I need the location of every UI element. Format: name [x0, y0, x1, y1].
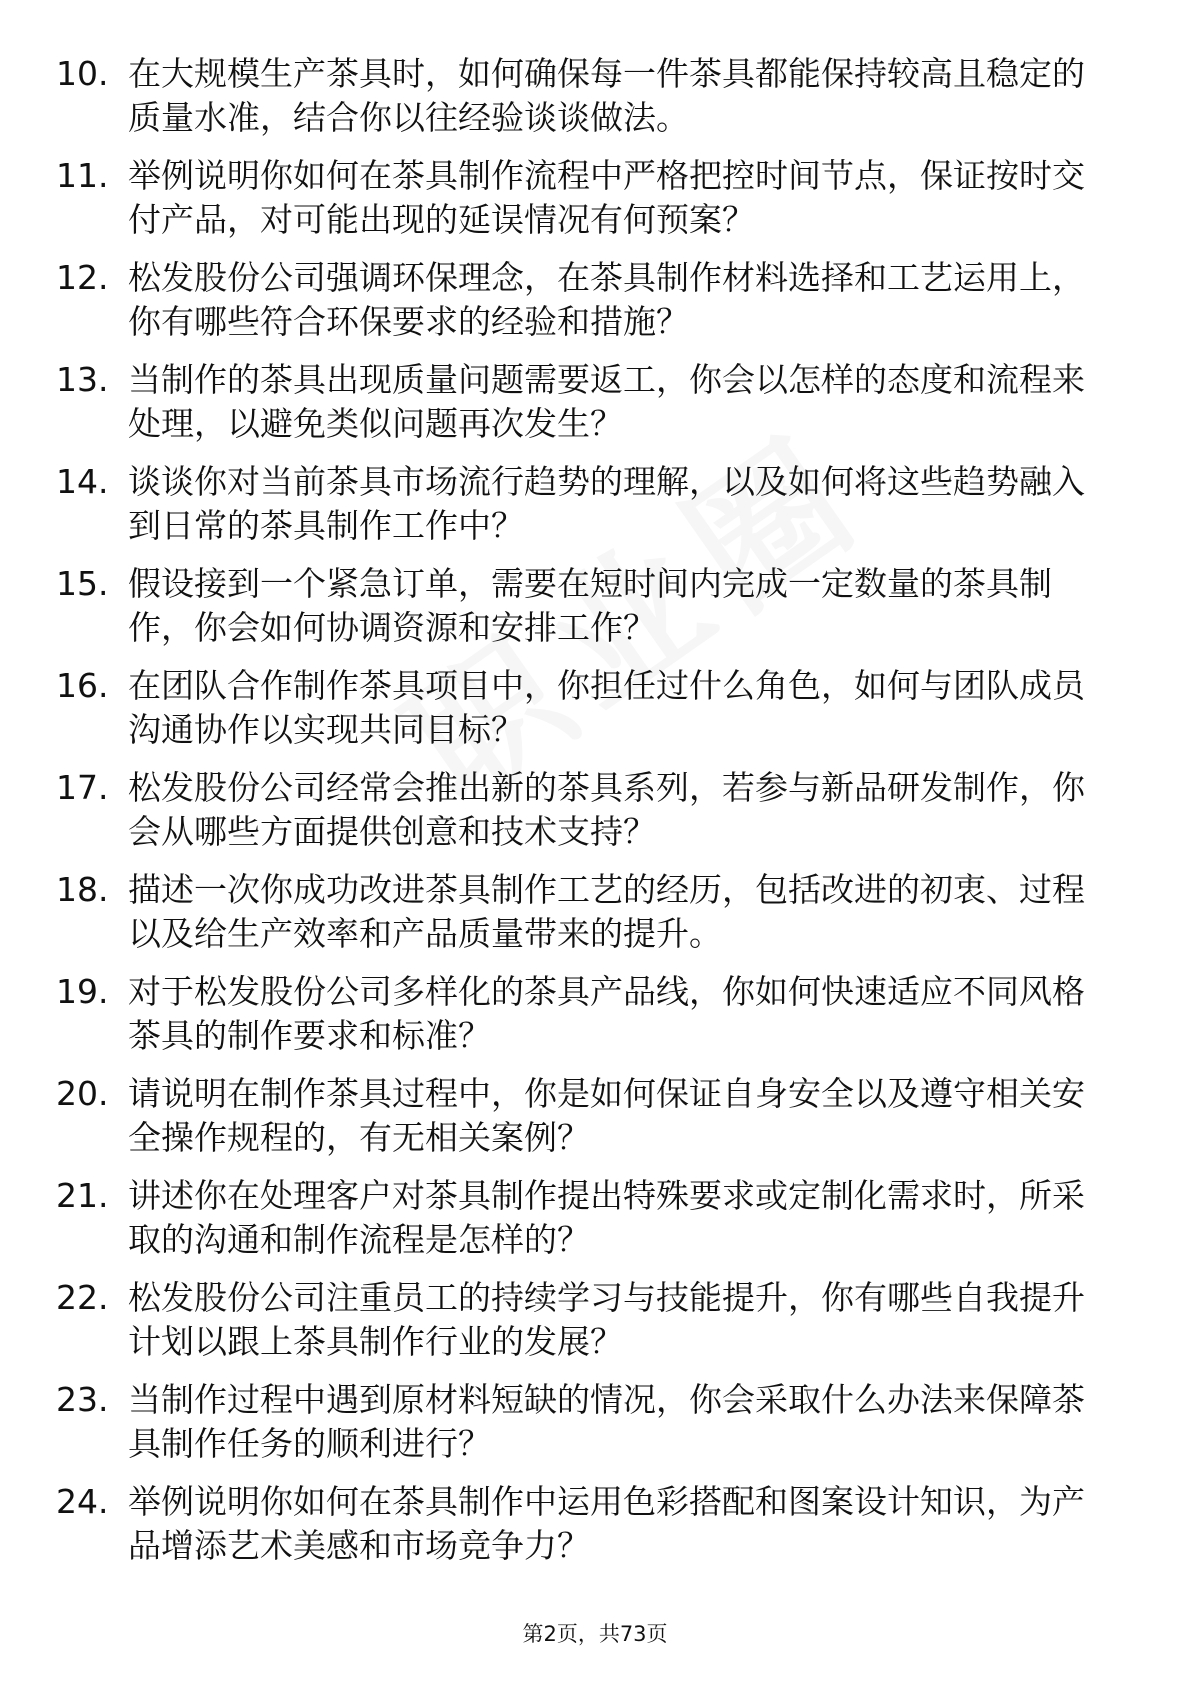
question-text: 松发股份公司强调环保理念，在茶具制作材料选择和工艺运用上，你有哪些符合环保要求的经验和措施？ — [128, 258, 1085, 341]
question-number: 14. — [56, 462, 109, 501]
question-item — [56, 52, 1116, 154]
question-item — [56, 562, 1116, 664]
question-list — [56, 52, 1116, 1582]
question-text: 在大规模生产茶具时，如何确保每一件茶具都能保持较高且稳定的质量水准，结合你以往经验谈谈做法。 — [128, 54, 1085, 137]
question-number: 16. — [56, 666, 109, 705]
question-item — [56, 1378, 1116, 1480]
question-text: 讲述你在处理客户对茶具制作提出特殊要求或定制化需求时，所采取的沟通和制作流程是怎样的？ — [128, 1176, 1085, 1259]
question-text: 描述一次你成功改进茶具制作工艺的经历，包括改进的初衷、过程以及给生产效率和产品质量带来的提升。 — [128, 870, 1085, 953]
question-text: 请说明在制作茶具过程中，你是如何保证自身安全以及遵守相关安全操作规程的，有无相关案例？ — [128, 1074, 1085, 1157]
question-text: 当制作的茶具出现质量问题需要返工，你会以怎样的态度和流程来处理，以避免类似问题再次发生？ — [128, 360, 1085, 443]
question-number: 24. — [56, 1482, 109, 1521]
question-item — [56, 1480, 1116, 1582]
question-number: 12. — [56, 258, 109, 297]
question-item — [56, 460, 1116, 562]
question-number: 15. — [56, 564, 109, 603]
question-item — [56, 970, 1116, 1072]
question-item — [56, 358, 1116, 460]
question-number: 19. — [56, 972, 109, 1011]
question-number: 11. — [56, 156, 109, 195]
question-item — [56, 256, 1116, 358]
question-number: 18. — [56, 870, 109, 909]
question-item — [56, 868, 1116, 970]
question-number: 10. — [56, 54, 109, 93]
page-number: 第2页，共73页 — [522, 1622, 668, 1646]
question-text: 举例说明你如何在茶具制作中运用色彩搭配和图案设计知识，为产品增添艺术美感和市场竞争力？ — [128, 1482, 1085, 1565]
question-number: 21. — [56, 1176, 109, 1215]
question-item — [56, 664, 1116, 766]
question-item — [56, 766, 1116, 868]
question-number: 20. — [56, 1074, 109, 1113]
question-item — [56, 1276, 1116, 1378]
question-text: 松发股份公司注重员工的持续学习与技能提升，你有哪些自我提升计划以跟上茶具制作行业的发展？ — [128, 1278, 1085, 1361]
question-number: 13. — [56, 360, 109, 399]
question-number: 23. — [56, 1380, 109, 1419]
question-text: 在团队合作制作茶具项目中，你担任过什么角色，如何与团队成员沟通协作以实现共同目标？ — [128, 666, 1085, 749]
question-item — [56, 1072, 1116, 1174]
question-text: 举例说明你如何在茶具制作流程中严格把控时间节点，保证按时交付产品，对可能出现的延误情况有何预案？ — [128, 156, 1085, 239]
question-text: 当制作过程中遇到原材料短缺的情况，你会采取什么办法来保障茶具制作任务的顺利进行？ — [128, 1380, 1085, 1463]
question-text: 假设接到一个紧急订单，需要在短时间内完成一定数量的茶具制作，你会如何协调资源和安排工作？ — [128, 564, 1052, 647]
question-item — [56, 154, 1116, 256]
question-number: 22. — [56, 1278, 109, 1317]
question-text: 松发股份公司经常会推出新的茶具系列，若参与新品研发制作，你会从哪些方面提供创意和技术支持？ — [128, 768, 1085, 851]
question-item — [56, 1174, 1116, 1276]
question-number: 17. — [56, 768, 109, 807]
question-text: 对于松发股份公司多样化的茶具产品线，你如何快速适应不同风格茶具的制作要求和标准？ — [128, 972, 1085, 1055]
question-text: 谈谈你对当前茶具市场流行趋势的理解，以及如何将这些趋势融入到日常的茶具制作工作中？ — [128, 462, 1085, 545]
